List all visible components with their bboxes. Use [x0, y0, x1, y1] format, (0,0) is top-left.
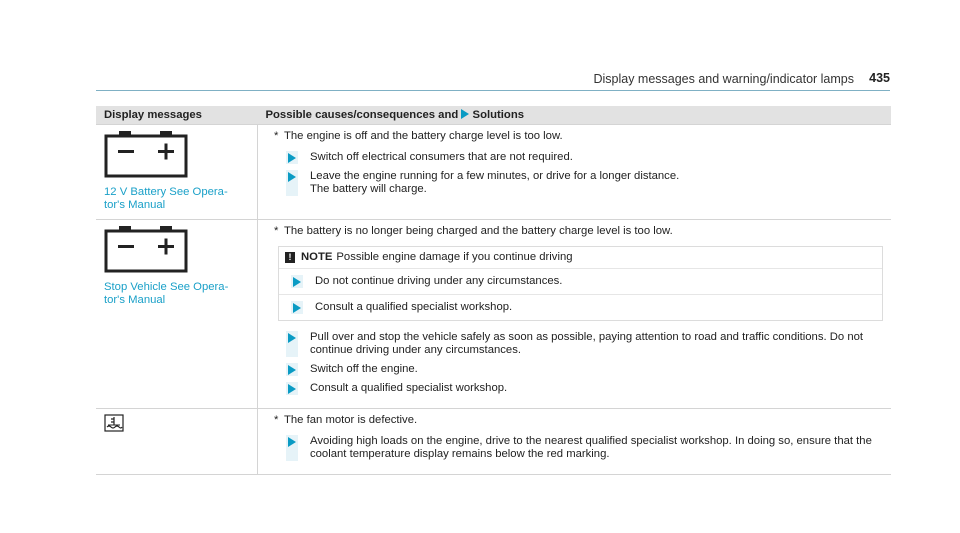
asterisk-icon: * [274, 130, 279, 142]
solution-step: Avoiding high loads on the engine, drive to the nearest qualified specialist workshop. In doing so, ensure that the coolant temperature display remains below the red marking. [286, 435, 883, 461]
battery-icon [104, 130, 188, 178]
message-cell [96, 125, 258, 220]
arrow-right-icon [288, 437, 296, 447]
message-cell [96, 409, 258, 475]
display-message-text: Stop Vehicle See Opera- tor's Manual [104, 281, 229, 306]
col-header-solutions-label: Solutions [472, 109, 525, 121]
cause-text: * The fan motor is defective. [274, 414, 418, 426]
arrow-right-icon [288, 384, 296, 394]
cause-text: * The battery is no longer being charged and the battery charge level is too low. [274, 225, 673, 237]
solutions-cell [258, 409, 892, 475]
arrow-right-icon [293, 303, 301, 313]
solution-step: Switch off electrical consumers that are not required. [286, 151, 883, 164]
note-step: Consult a qualified specialist workshop. [291, 301, 882, 314]
table-row [96, 125, 891, 220]
col-header-display-messages: Display messages [96, 106, 258, 125]
battery-icon [104, 225, 188, 273]
page-number: 435 [869, 71, 890, 85]
note-text: Possible engine damage if you continue driving [336, 251, 573, 263]
arrow-right-icon [461, 109, 469, 119]
table-row [96, 409, 891, 475]
table-header-row [96, 106, 891, 125]
note-box [278, 246, 883, 321]
asterisk-icon: * [274, 414, 279, 426]
table-row [96, 220, 891, 409]
arrow-right-icon [293, 277, 301, 287]
display-messages-table [96, 106, 891, 475]
arrow-right-icon [288, 153, 296, 163]
solution-step: Leave the engine running for a few minutes, or drive for a longer distance. The battery will charge. [286, 170, 883, 196]
note-label: NOTE [301, 251, 333, 263]
cause-text: * The engine is off and the battery charge level is too low. [274, 130, 563, 142]
page-header [96, 72, 890, 91]
note-step: Do not continue driving under any circumstances. [291, 275, 882, 288]
solutions-cell [258, 220, 892, 409]
coolant-fan-icon [104, 414, 124, 432]
arrow-right-icon [288, 172, 296, 182]
col-header-prefix: Possible causes/consequences and [265, 109, 459, 121]
arrow-right-icon [288, 333, 296, 343]
message-cell [96, 220, 258, 409]
col-header-solutions [258, 106, 892, 125]
display-message-text: 12 V Battery See Opera- tor's Manual [104, 186, 228, 211]
note-header [279, 247, 882, 269]
arrow-right-icon [288, 365, 296, 375]
solutions-cell [258, 125, 892, 220]
warning-exclamation-icon: ! [285, 252, 295, 263]
solution-step: Switch off the engine. [286, 363, 883, 376]
solution-step: Consult a qualified specialist workshop. [286, 382, 883, 395]
page-header-title: Display messages and warning/indicator lamps [593, 72, 854, 86]
solution-step: Pull over and stop the vehicle safely as soon as possible, paying attention to road and traffic conditions. Do not continue driving under any circumstances. [286, 331, 883, 357]
asterisk-icon: * [274, 225, 279, 237]
